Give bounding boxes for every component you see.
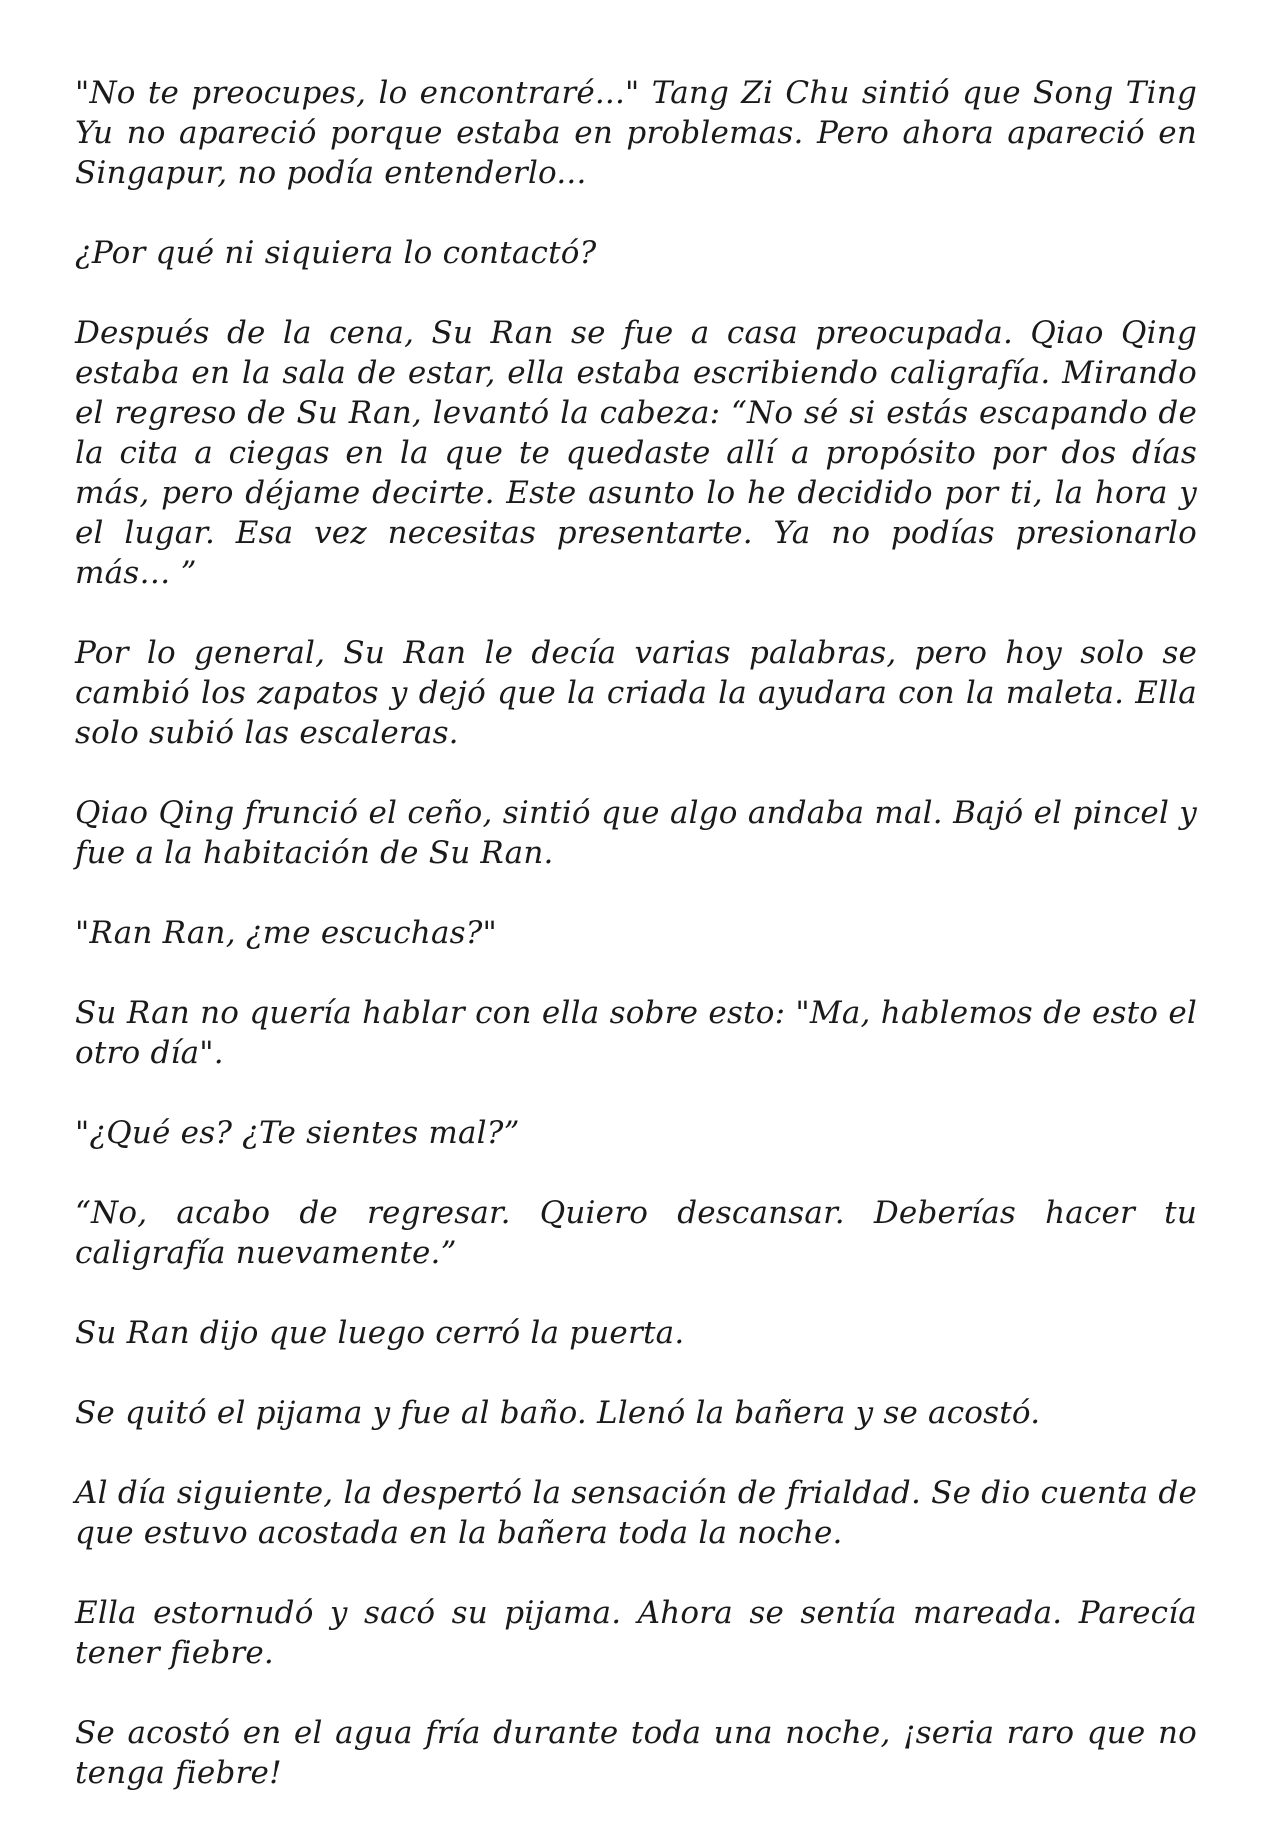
paragraph: “No, acabo de regresar. Quiero descansar. Deberías hacer tu caligrafía nuevamente.” bbox=[75, 1195, 1197, 1271]
paragraph: "¿Qué es? ¿Te sientes mal?” bbox=[75, 1115, 520, 1151]
paragraph: Se quitó el pijama y fue al baño. Llenó la bañera y se acostó. bbox=[75, 1395, 1041, 1431]
paragraph: Ella estornudó y sacó su pijama. Ahora se sentía mareada. Parecía tener fiebre. bbox=[75, 1595, 1197, 1671]
paragraph: Se acostó en el agua fría durante toda una noche, ¡seria raro que no tenga fiebre! bbox=[75, 1715, 1197, 1791]
paragraph: "Ran Ran, ¿me escuchas?" bbox=[75, 915, 498, 951]
document-page bbox=[75, 73, 1197, 1793]
paragraph: Al día siguiente, la despertó la sensación de frialdad. Se dio cuenta de que estuvo acostada en la bañera toda la noche. bbox=[75, 1475, 1197, 1551]
paragraph: "No te preocupes, lo encontraré..." Tang Zi Chu sintió que Song Ting Yu no apareció porque estaba en problemas. Pero ahora apareció en Singapur, no podía entenderlo... bbox=[75, 75, 1197, 191]
paragraph: Por lo general, Su Ran le decía varias palabras, pero hoy solo se cambió los zapatos y dejó que la criada la ayudara con la maleta. Ella solo subió las escaleras. bbox=[75, 635, 1197, 751]
paragraph: ¿Por qué ni siquiera lo contactó? bbox=[75, 235, 597, 271]
paragraph: Qiao Qing frunció el ceño, sintió que algo andaba mal. Bajó el pincel y fue a la habitación de Su Ran. bbox=[75, 795, 1197, 871]
paragraph: Su Ran dijo que luego cerró la puerta. bbox=[75, 1315, 685, 1351]
paragraph: Su Ran no quería hablar con ella sobre esto: "Ma, hablemos de esto el otro día". bbox=[75, 995, 1197, 1071]
paragraph: Después de la cena, Su Ran se fue a casa preocupada. Qiao Qing estaba en la sala de estar, ella estaba escribiendo caligrafía. Mirando el regreso de Su Ran, levantó la cabeza: “No sé si estás escapando de la cita a ciegas en la que te quedaste allí a propósito por dos días más, pero déjame decirte. Este asunto lo he decidido por ti, la hora y el lugar. Esa vez necesitas presentarte. Ya no podías presionarlo más… ” bbox=[75, 315, 1197, 591]
